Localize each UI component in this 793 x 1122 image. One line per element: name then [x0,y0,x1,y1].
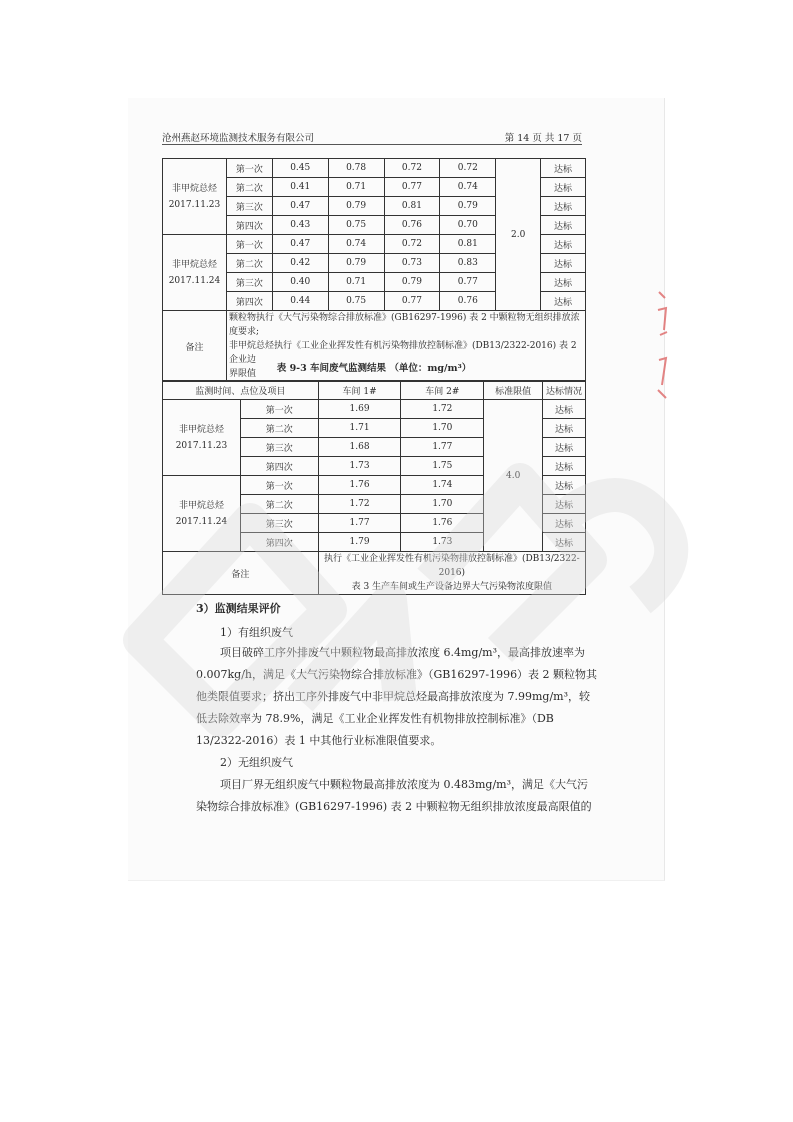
value-cell: 1.68 [318,438,401,457]
time-cell: 第三次 [240,438,318,457]
value-cell: 0.72 [384,235,440,254]
status-cell: 达标 [543,438,586,457]
value-cell: 1.74 [401,476,484,495]
table-header-row [163,381,586,400]
subheading-unorganized: 2）无组织废气 [220,756,293,769]
column-header: 监测时间、点位及项目 [163,381,319,400]
value-cell: 0.75 [328,216,384,235]
value-cell: 1.72 [401,400,484,419]
value-cell: 0.79 [384,273,440,292]
section-heading: 3）监测结果评价 [196,602,281,615]
time-cell: 第四次 [226,216,272,235]
value-cell: 0.73 [384,254,440,273]
limit-cell: 4.0 [484,400,543,552]
time-cell: 第四次 [240,457,318,476]
status-cell: 达标 [541,159,586,178]
paragraph-line: 0.007kg/h，满足《大气污染物综合排放标准》（GB16297-1996）表 2 颗粒物其 [196,668,598,681]
value-cell: 1.73 [401,533,484,552]
value-cell: 1.77 [318,514,401,533]
value-cell: 0.77 [440,273,496,292]
value-cell: 0.83 [440,254,496,273]
note-row [163,552,586,595]
value-cell: 0.47 [272,235,328,254]
time-cell: 第二次 [226,254,272,273]
status-cell: 达标 [543,419,586,438]
value-cell: 0.40 [272,273,328,292]
paragraph-line: 项目厂界无组织废气中颗粒物最高排放浓度为 0.483mg/m³，满足《大气污 [220,778,589,791]
value-cell: 0.74 [440,178,496,197]
value-cell: 0.45 [272,159,328,178]
group-label: 非甲烷总烃 2017.11.24 [163,476,241,552]
value-cell: 0.43 [272,216,328,235]
value-cell: 0.70 [440,216,496,235]
time-cell: 第一次 [240,400,318,419]
value-cell: 1.75 [401,457,484,476]
time-cell: 第三次 [226,197,272,216]
value-cell: 1.70 [401,419,484,438]
time-cell: 第二次 [226,178,272,197]
company-name: 沧州燕赵环境监测技术服务有限公司 [162,133,315,144]
group-label: 非甲烷总烃 2017.11.23 [163,159,227,235]
value-cell: 1.71 [318,419,401,438]
time-cell: 第二次 [240,419,318,438]
value-cell: 0.79 [440,197,496,216]
status-cell: 达标 [541,273,586,292]
value-cell: 0.47 [272,197,328,216]
table-workshop-emissions [162,380,586,595]
status-cell: 达标 [541,178,586,197]
value-cell: 1.76 [318,476,401,495]
value-cell: 0.81 [384,197,440,216]
note-label: 备注 [163,311,227,382]
value-cell: 0.79 [328,197,384,216]
time-cell: 第一次 [226,235,272,254]
value-cell: 0.77 [384,178,440,197]
value-cell: 1.73 [318,457,401,476]
paragraph-line: 低去除效率为 78.9%，满足《工业企业挥发性有机物排放控制标准》（DB [196,712,554,725]
column-header: 车间 2# [401,381,484,400]
value-cell: 0.41 [272,178,328,197]
column-header: 车间 1# [318,381,401,400]
column-header: 标准限值 [484,381,543,400]
group-label: 非甲烷总烃 2017.11.23 [163,400,241,476]
status-cell: 达标 [543,514,586,533]
value-cell: 0.72 [440,159,496,178]
value-cell: 1.76 [401,514,484,533]
status-cell: 达标 [541,197,586,216]
column-header: 达标情况 [543,381,586,400]
value-cell: 0.76 [440,292,496,311]
table-row [163,159,586,178]
value-cell: 0.75 [328,292,384,311]
status-cell: 达标 [543,476,586,495]
paragraph-line: 染物综合排放标准》(GB16297-1996) 表 2 中颗粒物无组织排放浓度最高限值的 [196,800,592,813]
paragraph-line: 13/2322-2016）表 1 中其他行业标准限值要求。 [196,734,442,747]
value-cell: 1.77 [401,438,484,457]
time-cell: 第四次 [240,533,318,552]
paragraph-line: 他类限值要求；挤出工序外排废气中非甲烷总烃最高排放浓度为 7.99mg/m³，较 [196,690,591,703]
value-cell: 0.74 [328,235,384,254]
value-cell: 0.77 [384,292,440,311]
status-cell: 达标 [541,254,586,273]
table-caption: 表 9-3 车间废气监测结果 （单位：mg/m³） [276,363,472,374]
subheading-organized: 1）有组织废气 [220,626,293,639]
limit-cell: 2.0 [496,159,541,311]
value-cell: 1.69 [318,400,401,419]
group-label: 非甲烷总烃 2017.11.24 [163,235,227,311]
time-cell: 第三次 [226,273,272,292]
value-cell: 0.42 [272,254,328,273]
value-cell: 1.70 [401,495,484,514]
status-cell: 达标 [543,533,586,552]
note-label: 备注 [163,552,319,595]
status-cell: 达标 [543,457,586,476]
time-cell: 第四次 [226,292,272,311]
time-cell: 第三次 [240,514,318,533]
page-header [162,130,582,145]
value-cell: 0.71 [328,273,384,292]
table-row [163,400,586,419]
value-cell: 1.72 [318,495,401,514]
time-cell: 第一次 [226,159,272,178]
value-cell: 0.81 [440,235,496,254]
note-text: 执行《工业企业挥发性有机污染物排放控制标准》(DB13/2322-2016) 表 3 生产车间或生产设备边界大气污染物浓度限值 [318,552,585,595]
value-cell: 0.78 [328,159,384,178]
value-cell: 1.79 [318,533,401,552]
status-cell: 达标 [543,400,586,419]
paragraph-line: 项目破碎工序外排废气中颗粒物最高排放浓度 6.4mg/m³，最高排放速率为 [220,646,586,659]
value-cell: 0.79 [328,254,384,273]
table-unorganized-emissions [162,158,586,382]
status-cell: 达标 [541,216,586,235]
status-cell: 达标 [543,495,586,514]
time-cell: 第一次 [240,476,318,495]
note-text: 颗粒物执行《大气污染物综合排放标准》(GB16297-1996) 表 2 中颗粒物无组织排放浓度要求; 非甲烷总烃执行《工业企业挥发性有机污染物排放控制标准》(DB13/2322-2016) 表 2 企业边 界限值 [226,311,585,382]
status-cell: 达标 [541,292,586,311]
value-cell: 0.44 [272,292,328,311]
value-cell: 0.72 [384,159,440,178]
time-cell: 第二次 [240,495,318,514]
status-cell: 达标 [541,235,586,254]
value-cell: 0.76 [384,216,440,235]
page-number: 第 14 页 共 17 页 [504,133,582,144]
value-cell: 0.71 [328,178,384,197]
seal-stamp-fragment [656,290,670,400]
